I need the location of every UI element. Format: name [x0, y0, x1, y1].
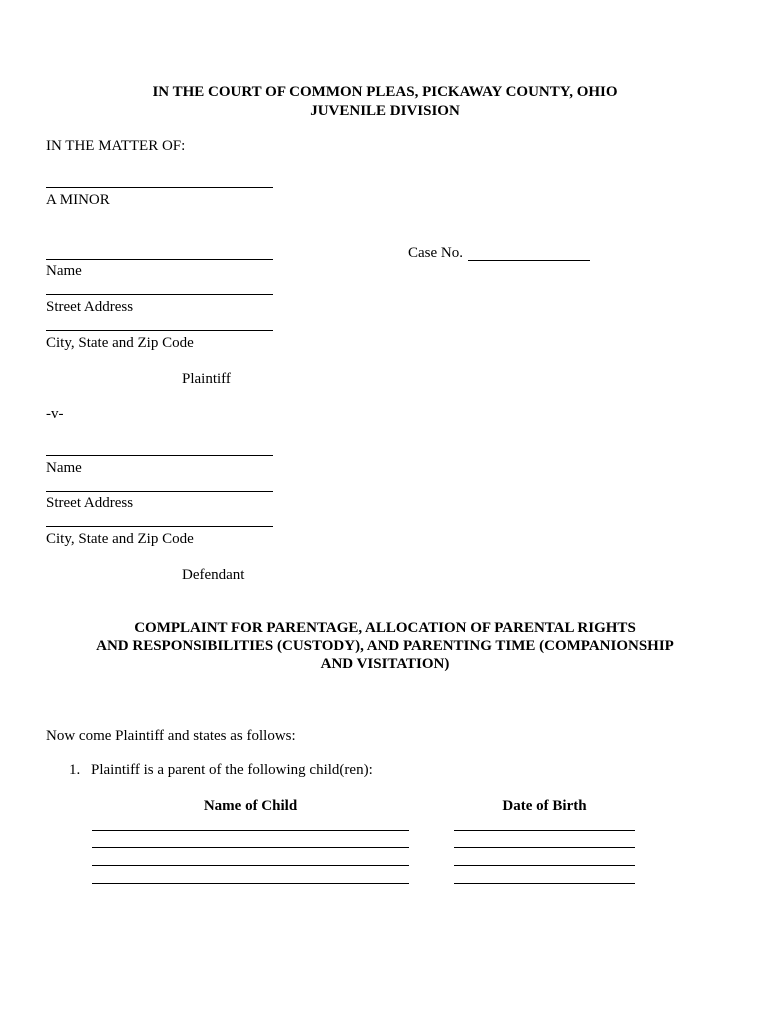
- child-dob-line-2[interactable]: [454, 847, 635, 848]
- defendant-city-line[interactable]: [46, 526, 273, 527]
- child-name-line-4[interactable]: [92, 883, 409, 884]
- plaintiff-city-label: City, State and Zip Code: [46, 335, 194, 351]
- complaint-title-line3: AND VISITATION): [320, 656, 450, 672]
- plaintiff-name-label: Name: [46, 263, 82, 279]
- item1-text: Plaintiff is a parent of the following child(ren):: [91, 762, 373, 778]
- plaintiff-city-line[interactable]: [46, 330, 273, 331]
- defendant-city-label: City, State and Zip Code: [46, 531, 194, 547]
- defendant-street-line[interactable]: [46, 491, 273, 492]
- child-name-line-1[interactable]: [92, 830, 409, 831]
- col-header-name-of-child: Name of Child: [203, 798, 298, 814]
- child-dob-line-1[interactable]: [454, 830, 635, 831]
- child-dob-line-4[interactable]: [454, 883, 635, 884]
- complaint-title-line1: COMPLAINT FOR PARENTAGE, ALLOCATION OF PARENTAL RIGHTS: [134, 620, 636, 636]
- court-division: JUVENILE DIVISION: [310, 103, 460, 119]
- defendant-name-label: Name: [46, 460, 82, 476]
- item1-number: 1.: [69, 762, 81, 778]
- defendant-street-label: Street Address: [46, 495, 134, 511]
- child-dob-line-3[interactable]: [454, 865, 635, 866]
- defendant-name-line[interactable]: [46, 455, 273, 456]
- child-name-line-2[interactable]: [92, 847, 409, 848]
- case-no-label: Case No.: [408, 245, 463, 261]
- col-header-date-of-birth: Date of Birth: [502, 798, 587, 814]
- court-title: IN THE COURT OF COMMON PLEAS, PICKAWAY COUNTY, OHIO: [152, 84, 618, 100]
- plaintiff-street-label: Street Address: [46, 299, 134, 315]
- case-no-line[interactable]: [468, 260, 590, 261]
- intro-text: Now come Plaintiff and states as follows:: [46, 728, 296, 744]
- complaint-title-line2: AND RESPONSIBILITIES (CUSTODY), AND PARENTING TIME (COMPANIONSHIP: [96, 638, 674, 654]
- plaintiff-name-line[interactable]: [46, 259, 273, 260]
- defendant-role: Defendant: [182, 567, 245, 583]
- versus: -v-: [46, 406, 64, 422]
- child-name-line-3[interactable]: [92, 865, 409, 866]
- minor-name-line[interactable]: [46, 187, 273, 188]
- plaintiff-street-line[interactable]: [46, 294, 273, 295]
- plaintiff-role: Plaintiff: [182, 371, 231, 387]
- minor-label: A MINOR: [46, 192, 110, 208]
- matter-label: IN THE MATTER OF:: [46, 138, 186, 154]
